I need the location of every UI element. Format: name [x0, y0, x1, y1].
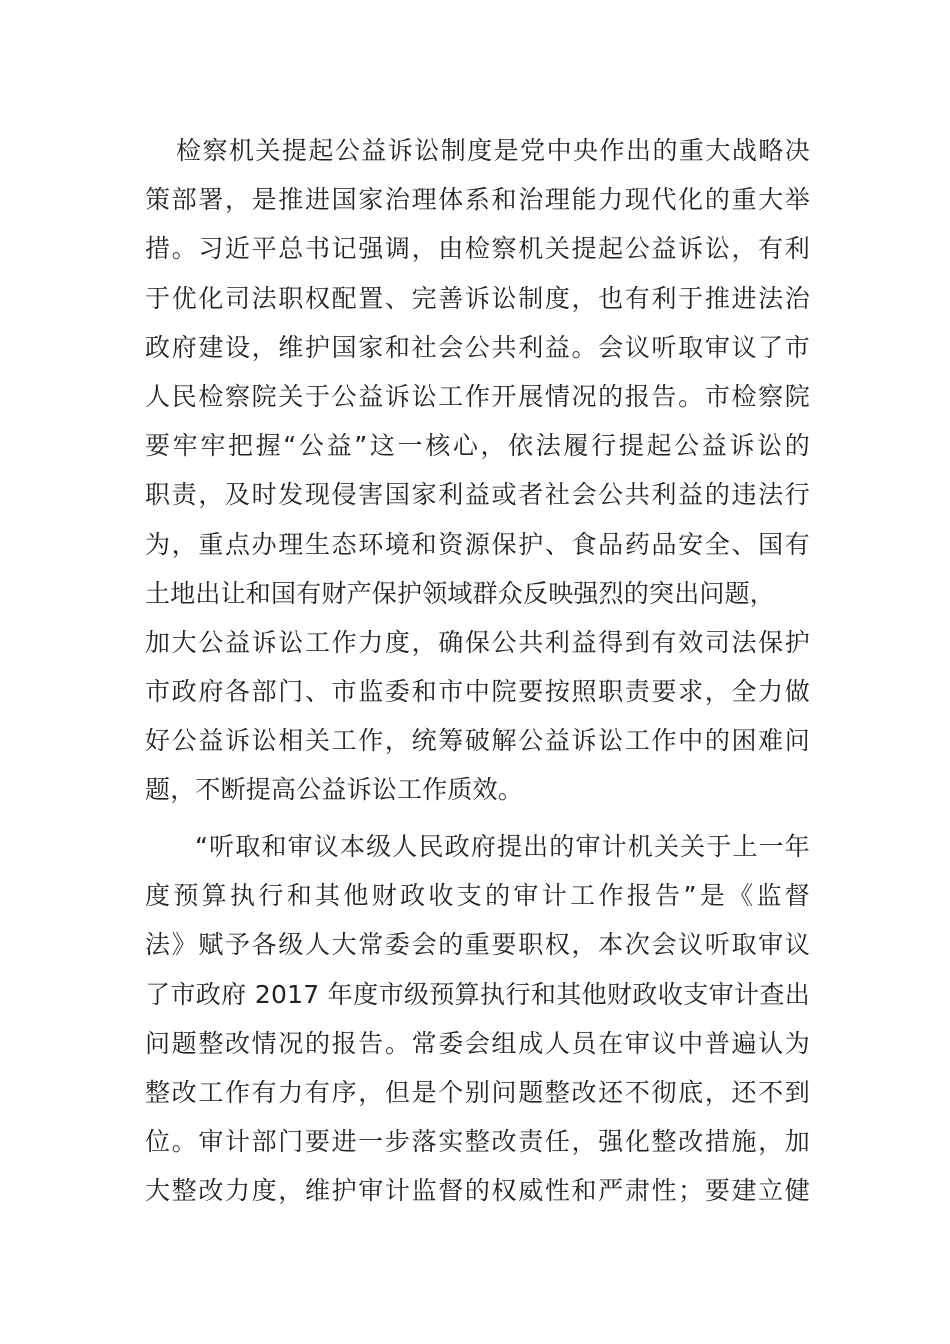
paragraph-line: 措。习近平总书记强调，由检察机关提起公益诉讼，有利: [145, 234, 810, 264]
paragraph-line: 为，重点办理生态环境和资源保护、食品药品安全、国有: [145, 529, 810, 559]
paragraph-line: 策部署，是推进国家治理体系和治理能力现代化的重大举: [145, 185, 810, 215]
paragraph-line: 了市政府 2017 年度市级预算执行和其他财政收支审计查出: [145, 979, 810, 1009]
paragraph-audit-report: [145, 822, 810, 1216]
paragraph-line: 题，不断提高公益诉讼工作质效。: [145, 775, 524, 805]
paragraph-line: 度预算执行和其他财政收支的审计工作报告”是《监督: [145, 881, 810, 911]
paragraph-line: 政府建设，维护国家和社会公共利益。会议听取审议了市: [145, 332, 810, 362]
paragraph-line: 大整改力度，维护审计监督的权威性和严肃性；要建立健: [145, 1176, 810, 1206]
paragraph-line: 要牢牢把握“公益”这一核心，依法履行提起公益诉讼的: [145, 431, 810, 461]
paragraph-line: 整改工作有力有序，但是个别问题整改还不彻底，还不到: [145, 1077, 810, 1107]
paragraph-line: 人民检察院关于公益诉讼工作开展情况的报告。市检察院: [145, 381, 810, 411]
paragraph-line: 职责，及时发现侵害国家利益或者社会公共利益的违法行: [145, 480, 810, 510]
paragraph-line: 位。审计部门要进一步落实整改责任，强化整改措施，加: [145, 1127, 810, 1157]
paragraph-line: 问题整改情况的报告。常委会组成人员在审议中普遍认为: [145, 1028, 810, 1058]
paragraph-line: 土地出让和国有财产保护领域群众反映强烈的突出问题，: [145, 578, 776, 608]
paragraph-line: 好公益诉讼相关工作，统筹破解公益诉讼工作中的困难问: [145, 726, 810, 756]
paragraph-line: 市政府各部门、市监委和市中院要按照职责要求，全力做: [145, 677, 810, 707]
paragraph-line: 加大公益诉讼工作力度，确保公共利益得到有效司法保护: [145, 627, 810, 657]
paragraph-line: 法》赋予各级人大常委会的重要职权，本次会议听取审议: [145, 930, 810, 960]
paragraph-public-interest-litigation: [145, 126, 810, 815]
paragraph-line: “听取和审议本级人民政府提出的审计机关关于上一年: [195, 832, 810, 861]
paragraph-line: 检察机关提起公益诉讼制度是党中央作出的重大战略决: [176, 136, 810, 165]
paragraph-line: 于优化司法职权配置、完善诉讼制度，也有利于推进法治: [145, 283, 810, 313]
